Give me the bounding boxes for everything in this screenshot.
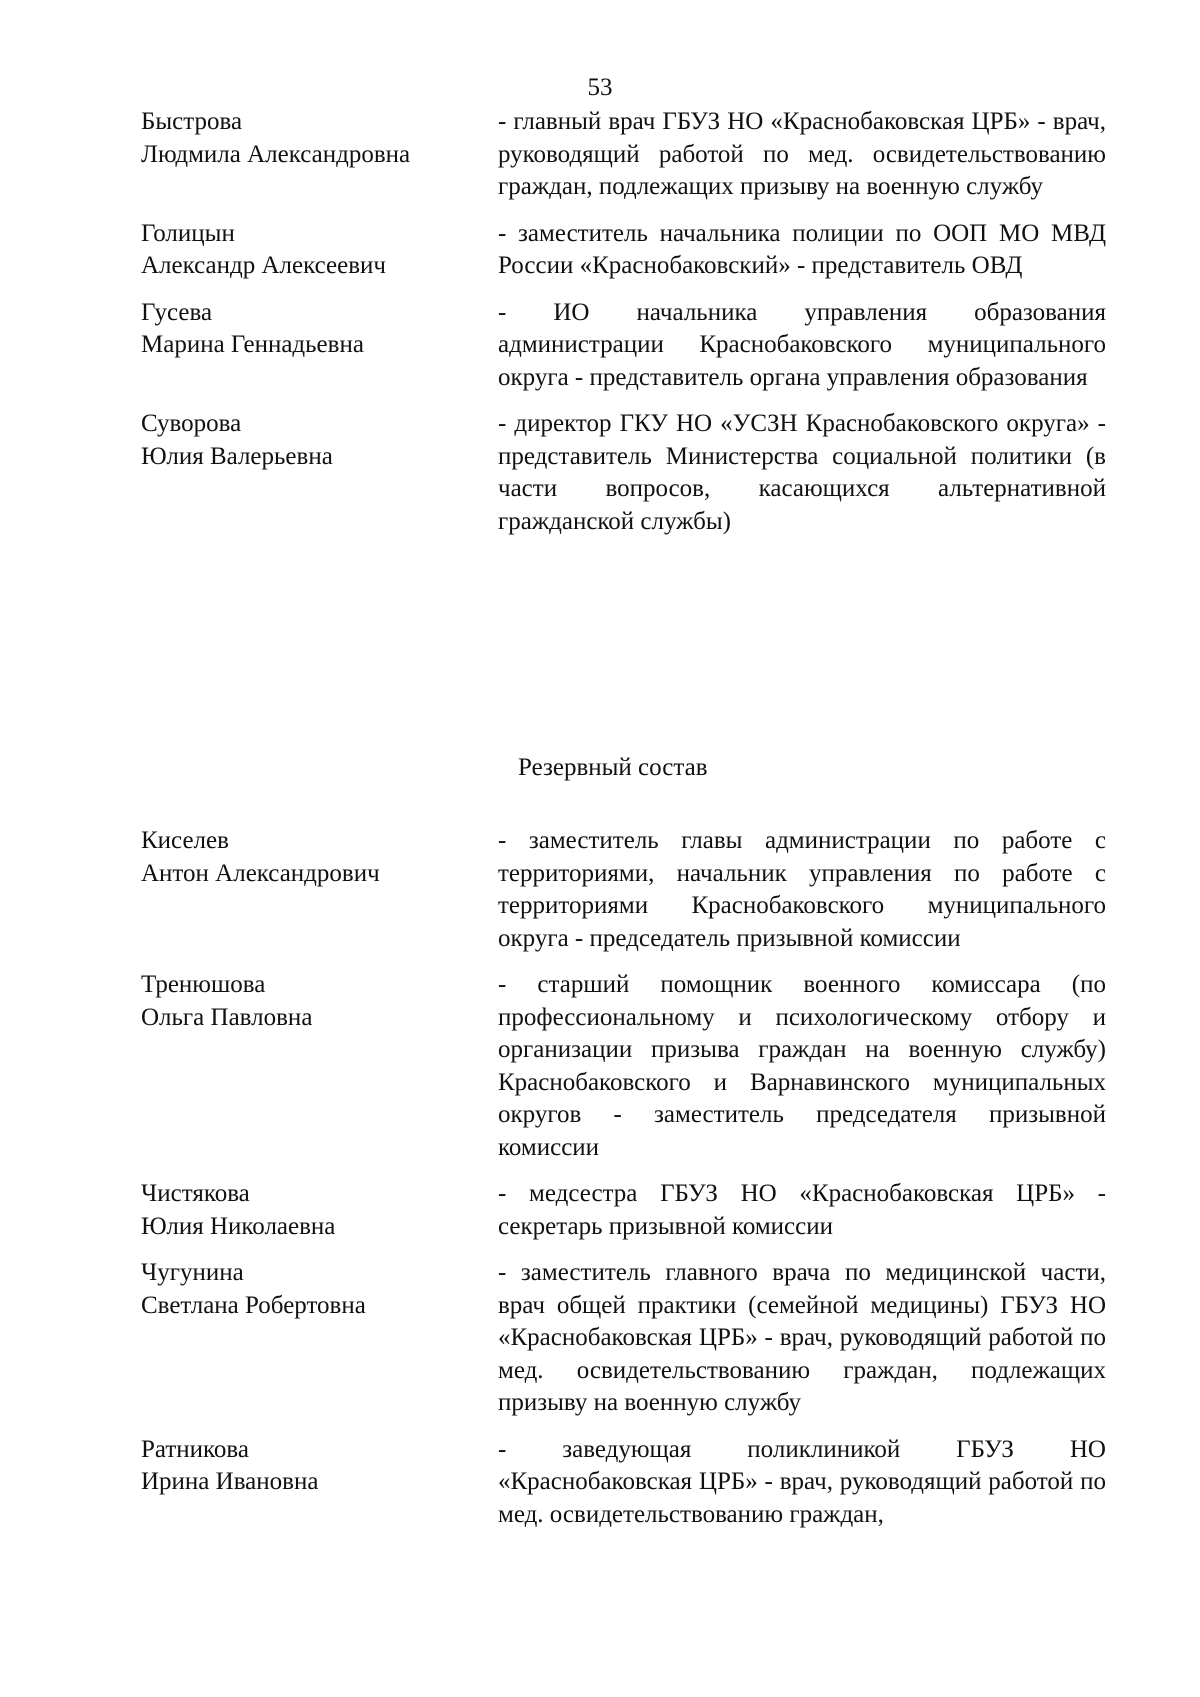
member-first-names: Ирина Ивановна — [141, 1468, 319, 1495]
member-entry — [0, 408, 1200, 538]
member-entry — [0, 297, 1200, 395]
member-name — [141, 408, 481, 473]
member-name — [141, 218, 481, 283]
member-first-names: Александр Алексеевич — [141, 252, 386, 279]
member-name — [141, 825, 481, 890]
member-first-names: Ольга Павловна — [141, 1003, 313, 1031]
member-last-name: Чугунина — [141, 1259, 244, 1286]
member-role: - директор ГКУ НО «УСЗН Краснобаковского округа» - представитель Министерства социальной политики (в части вопросов, касающихся альтернативной гражданской службы) — [498, 410, 1106, 535]
main-members-list — [0, 106, 1200, 538]
member-name — [141, 1257, 481, 1322]
member-first-names: Людмила Александровна — [141, 140, 411, 168]
member-entry — [0, 106, 1200, 204]
member-name — [141, 1434, 481, 1499]
member-name — [141, 297, 481, 362]
member-role: - главный врач ГБУЗ НО «Краснобаковская ЦРБ» - врач, руководящий работой по мед. освидетельствованию граждан, подлежащих призыву на военную службу — [498, 108, 1106, 200]
member-name — [141, 106, 481, 171]
reserve-heading: Резервный состав — [518, 754, 708, 781]
member-entry — [0, 825, 1200, 955]
member-last-name: Чистякова — [141, 1180, 250, 1207]
member-role: - медсестра ГБУЗ НО «Краснобаковская ЦРБ» - секретарь призывной комиссии — [498, 1180, 1106, 1240]
member-entry — [0, 1178, 1200, 1243]
member-role: - старший помощник военного комиссара (по профессиональному и психологическому отбору и организации призыва граждан на военную службу) Краснобаковского и Варнавинского муниципальных округов - заместитель председателя призывной комиссии — [498, 971, 1106, 1161]
member-role: - заместитель главы администрации по работе с территориями, начальник управления по работе с территориями Краснобаковского муниципального округа - председатель призывной комиссии — [498, 827, 1106, 952]
member-role: - ИО начальника управления образования администрации Краснобаковского муниципального округа - представитель органа управления образования — [498, 298, 1106, 391]
member-entry — [0, 218, 1200, 283]
page-number: 53 — [587, 74, 613, 101]
member-last-name: Киселев — [141, 827, 229, 854]
member-name — [141, 1178, 481, 1243]
member-entry — [0, 969, 1200, 1164]
member-last-name: Голицын — [141, 219, 235, 247]
member-last-name: Гусева — [141, 298, 213, 326]
member-last-name: Тренюшова — [141, 971, 266, 998]
member-first-names: Антон Александрович — [141, 859, 380, 887]
member-entry — [0, 1434, 1200, 1532]
member-first-names: Марина Геннадьевна — [141, 331, 364, 358]
member-role: - заместитель главного врача по медицинской части, врач общей практики (семейной медицины) ГБУЗ НО «Краснобаковская ЦРБ» - врач, руководящий работой по мед. освидетельствованию граждан, подлежащих призыву на военную службу — [498, 1259, 1106, 1416]
member-role: - заведующая поликлиникой ГБУЗ НО «Краснобаковская ЦРБ» - врач, руководящий работой по мед. освидетельствованию граждан, — [498, 1435, 1106, 1528]
member-first-names: Юлия Валерьевна — [141, 442, 333, 470]
member-role: - заместитель начальника полиции по ООП МО МВД России «Краснобаковский» - представитель ОВД — [498, 219, 1106, 279]
member-name — [141, 969, 481, 1034]
member-last-name: Ратникова — [141, 1435, 249, 1463]
member-last-name: Быстрова — [141, 108, 243, 135]
reserve-members-list — [0, 825, 1200, 1531]
member-first-names: Светлана Робертовна — [141, 1291, 366, 1319]
member-first-names: Юлия Николаевна — [141, 1212, 336, 1240]
member-last-name: Суворова — [141, 410, 242, 437]
member-entry — [0, 1257, 1200, 1420]
